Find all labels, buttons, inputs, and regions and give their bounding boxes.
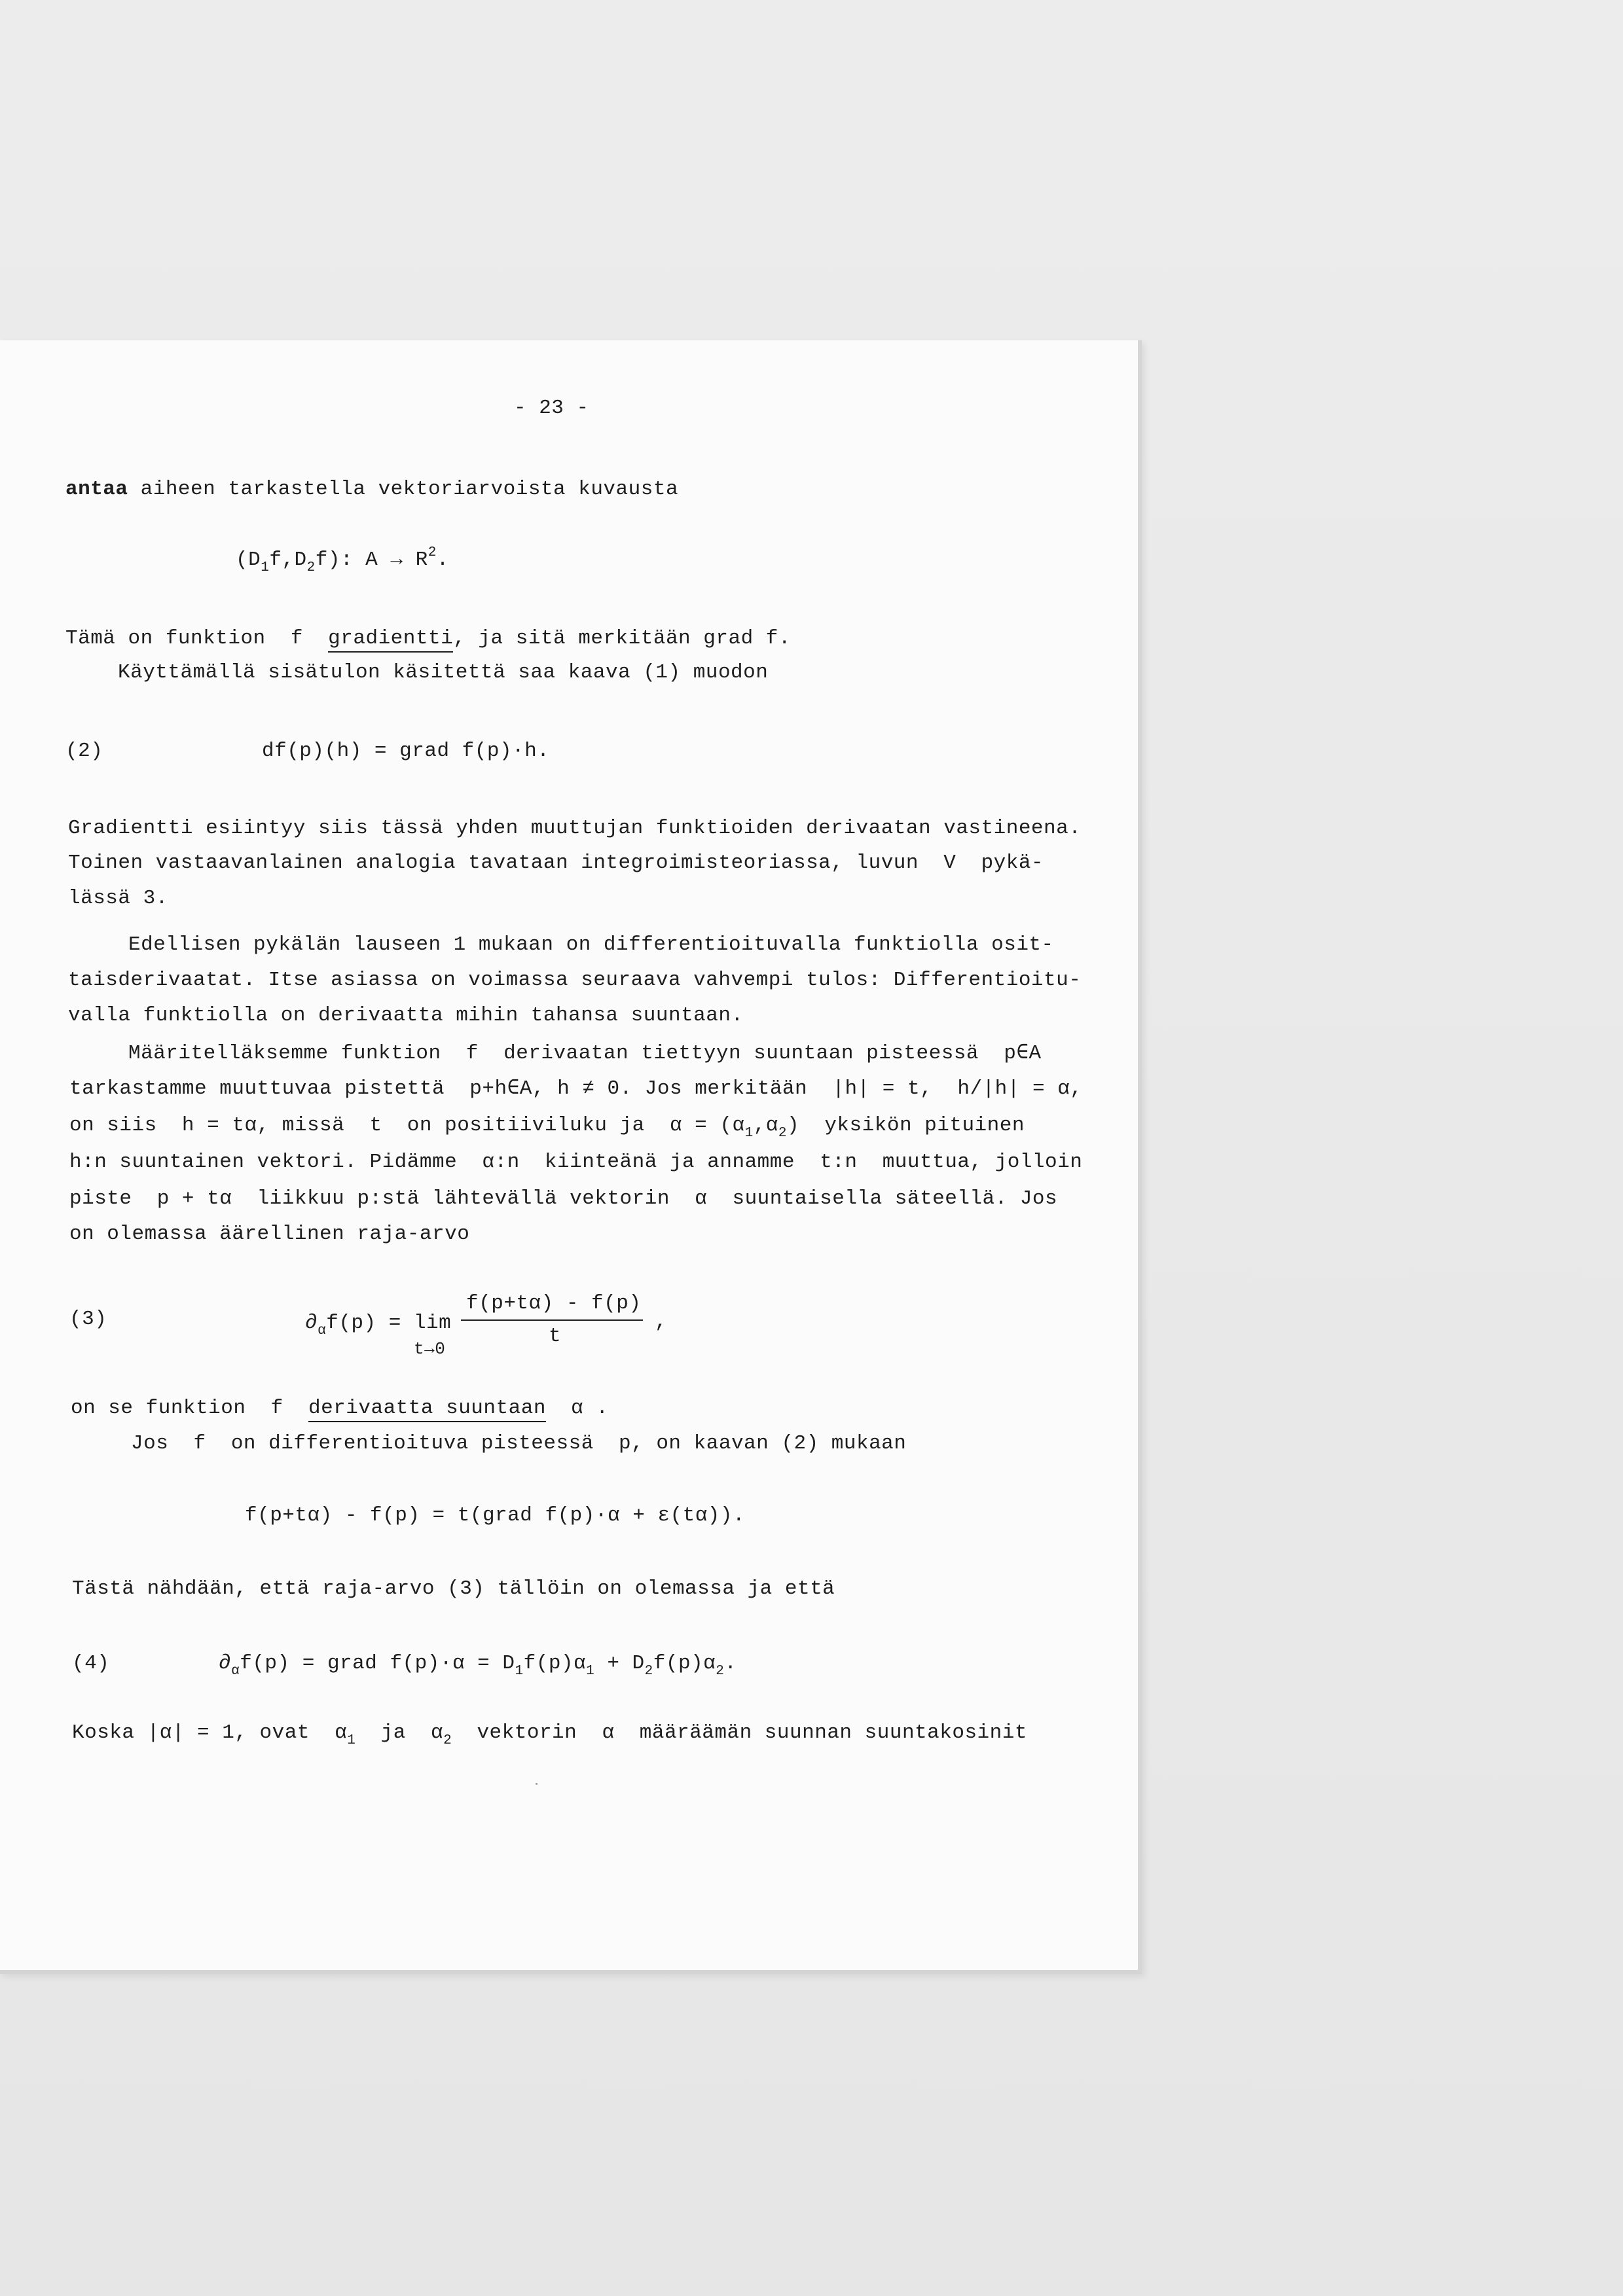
text-line: Toinen vastaavanlainen analogia tavataan integroimisteoriassa, luvun V pykä-: [68, 852, 1044, 874]
text-line: on olemassa äärellinen raja-arvo: [69, 1223, 470, 1246]
equation-3-lhs: $\partial_\alpha f(p) = \lim$: [305, 1312, 452, 1338]
equation-number: (4): [72, 1652, 110, 1675]
limit-subscript: t→0: [414, 1339, 446, 1359]
text-span: aiheen tarkastella vektoriarvoista kuvausta: [128, 478, 679, 501]
text-line: tarkastamme muuttuvaa pistettä p+h∈A, h ≠ 0. Jos merkitään |h| = t, h/|h| = α,: [69, 1077, 1083, 1100]
text-line: Käyttämällä sisätulon käsitettä saa kaava (1) muodon: [118, 661, 769, 684]
text-line: Jos f on differentioituva pisteessä p, on kaavan (2) mukaan: [131, 1432, 907, 1455]
page-number: - 23 -: [514, 397, 589, 420]
text-line: lässä 3.: [68, 887, 168, 910]
term-gradientti: gradientti: [328, 627, 453, 653]
text-line: Tästä nähdään, että raja-arvo (3) tällöin on olemassa ja että: [72, 1577, 835, 1600]
equation-4: $\partial_\alpha f(p)$ = grad $f(p)\cdot\alpha = D_1f(p)\alpha_1 + D_2f(p)\alpha_2$.: [219, 1652, 737, 1679]
mapping-formula: $(D_1f,D_2f)$: $A \to R^2$.: [236, 545, 449, 575]
text-line: Tämä on funktion f gradientti, ja sitä merkitään grad f.: [65, 628, 791, 649]
fraction-numerator: f(p+tα) - f(p): [466, 1292, 642, 1315]
fraction-bar: [461, 1319, 643, 1321]
text-line: h:n suuntainen vektori. Pidämme α:n kiinteänä ja annamme t:n muuttua, jolloin: [69, 1151, 1083, 1174]
text-line: valla funktiolla on derivaatta mihin tahansa suuntaan.: [68, 1004, 744, 1027]
equation-comma: ,: [655, 1310, 668, 1333]
text-line: Gradientti esiintyy siis tässä yhden muuttujan funktioiden derivaatan vastineena.: [68, 817, 1082, 840]
equation-number: (2): [65, 740, 103, 762]
text-line: piste p + tα liikkuu p:stä lähtevällä vektorin α suuntaisella säteellä. Jos: [69, 1187, 1058, 1210]
text-line: Koska |α| = 1, ovat $\alpha_1$ ja $\alpha_2$ vektorin α määräämän suunnan suuntakosinit: [72, 1721, 1027, 1748]
speck: [536, 1783, 538, 1785]
text-line: on siis h = tα, missä t on positiiviluku ja $\alpha = (\alpha_1,\alpha_2)$ yksikön pituinen: [69, 1114, 1025, 1141]
equation-2: df(p)(h) = grad f(p)·h.: [262, 740, 550, 762]
text-line: [65, 479, 678, 499]
equation-number: (3): [69, 1308, 107, 1331]
text-line: Määritelläksemme funktion f derivaatan tiettyyn suuntaan pisteessä p∈A: [128, 1042, 1042, 1065]
document-page: [0, 340, 1142, 1974]
equation-expansion: f(p+tα) - f(p) = t(grad f(p)·α + ε(tα)).: [245, 1504, 746, 1527]
bold-word: antaa: [65, 478, 128, 501]
fraction-denominator: t: [549, 1325, 562, 1348]
text-line: Edellisen pykälän lauseen 1 mukaan on differentioituvalla funktiolla osit-: [128, 933, 1054, 956]
term-derivaatta-suuntaan: derivaatta suuntaan: [308, 1397, 546, 1422]
text-line: on se funktion f derivaatta suuntaan α .: [71, 1398, 608, 1418]
text-line: taisderivaatat. Itse asiassa on voimassa seuraava vahvempi tulos: Differentioitu-: [68, 969, 1082, 992]
